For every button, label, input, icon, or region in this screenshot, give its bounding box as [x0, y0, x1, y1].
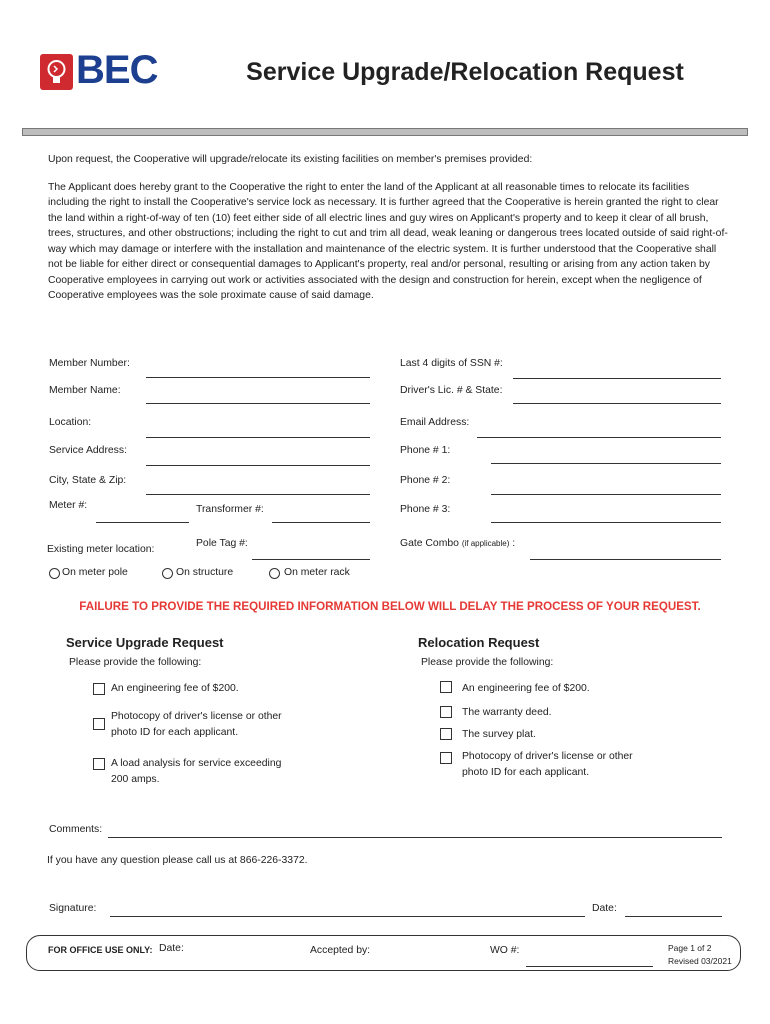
office-use-label: FOR OFFICE USE ONLY:: [48, 945, 153, 955]
intro-paragraph-1: Upon request, the Cooperative will upgrade/relocate its existing facilities on member's premises provided:: [48, 154, 533, 165]
upgrade-load-analysis-label: [111, 756, 281, 787]
radio-on-meter-pole-label: On meter pole: [62, 567, 128, 578]
page-number: Page 1 of 2: [668, 943, 712, 953]
required-info-warning: FAILURE TO PROVIDE THE REQUIRED INFORMATION BELOW WILL DELAY THE PROCESS OF YOUR REQUEST.: [79, 600, 701, 613]
relocation-warranty-deed-label: The warranty deed.: [462, 707, 552, 718]
radio-on-meter-pole[interactable]: [49, 568, 60, 579]
gate-combo-note: (if applicable): [461, 539, 510, 548]
member-name-field[interactable]: [146, 403, 370, 404]
service-address-field[interactable]: [146, 465, 370, 466]
comments-label: Comments:: [49, 824, 103, 835]
email-label: Email Address:: [400, 417, 470, 428]
gate-combo-field[interactable]: [530, 559, 721, 560]
existing-meter-location-label: Existing meter location:: [47, 544, 155, 555]
city-state-zip-label: City, State & Zip:: [49, 475, 127, 486]
lightbulb-icon: [40, 54, 73, 90]
upgrade-license-copy-label: [111, 709, 282, 740]
relocation-engineering-fee-checkbox[interactable]: [440, 681, 452, 693]
signature-field[interactable]: [110, 916, 585, 917]
signature-label: Signature:: [49, 903, 97, 914]
work-order-field[interactable]: [526, 966, 653, 967]
drivers-license-field[interactable]: [513, 403, 721, 404]
upgrade-license-copy-line-1: Photocopy of driver's license or other: [111, 711, 282, 722]
meter-label: Meter #:: [49, 500, 88, 511]
radio-on-meter-rack-label: On meter rack: [284, 567, 350, 578]
relocation-license-copy-line-1: Photocopy of driver's license or other: [462, 751, 633, 762]
upgrade-engineering-fee-label: An engineering fee of $200.: [111, 683, 239, 694]
pole-tag-label: Pole Tag #:: [196, 538, 248, 549]
location-label: Location:: [49, 417, 92, 428]
phone-3-label: Phone # 3:: [400, 504, 451, 515]
transformer-label: Transformer #:: [196, 504, 264, 515]
gate-combo-text: Gate Combo: [400, 538, 459, 549]
relocation-subtitle: Please provide the following:: [421, 657, 554, 668]
upgrade-load-analysis-line-2: 200 amps.: [111, 773, 160, 785]
meter-field[interactable]: [96, 522, 189, 523]
phone-2-label: Phone # 2:: [400, 475, 451, 486]
transformer-field[interactable]: [272, 522, 370, 523]
radio-on-structure-label: On structure: [176, 567, 234, 578]
upgrade-engineering-fee-checkbox[interactable]: [93, 683, 105, 695]
accepted-by-label: Accepted by:: [310, 945, 371, 956]
upgrade-load-analysis-checkbox[interactable]: [93, 758, 105, 770]
member-number-field[interactable]: [146, 377, 370, 378]
pole-tag-field[interactable]: [252, 559, 370, 560]
email-field[interactable]: [477, 437, 721, 438]
phone-1-field[interactable]: [491, 463, 721, 464]
upgrade-license-copy-line-2: photo ID for each applicant.: [111, 726, 239, 738]
city-state-zip-field[interactable]: [146, 494, 370, 495]
service-upgrade-heading: Service Upgrade Request: [66, 635, 224, 650]
gate-combo-label: [400, 538, 515, 549]
relocation-survey-plat-checkbox[interactable]: [440, 728, 452, 740]
radio-on-structure[interactable]: [162, 568, 173, 579]
relocation-license-copy-checkbox[interactable]: [440, 752, 452, 764]
upgrade-load-analysis-line-1: A load analysis for service exceeding: [111, 758, 282, 769]
phone-1-label: Phone # 1:: [400, 445, 451, 456]
comments-field[interactable]: [108, 837, 722, 838]
ssn-field[interactable]: [513, 378, 721, 379]
work-order-label: WO #:: [490, 945, 520, 956]
relocation-license-copy-label: [462, 749, 633, 780]
relocation-heading: Relocation Request: [418, 635, 540, 650]
logo-text: BEC: [76, 48, 158, 92]
phone-2-field[interactable]: [491, 494, 721, 495]
drivers-license-label: Driver's Lic. # & State:: [400, 385, 503, 396]
radio-on-meter-rack[interactable]: [269, 568, 280, 579]
intro-text: [48, 152, 728, 316]
page-title: Service Upgrade/Relocation Request: [246, 58, 684, 86]
gate-combo-colon: :: [512, 538, 516, 549]
contact-question-text: If you have any question please call us at 866-226-3372.: [47, 855, 308, 866]
intro-paragraph-2: The Applicant does hereby grant to the Cooperative the right to enter the land of the Applicant at all reasonable times to relocate its facilities including the right to install the Cooperative's service lock as necessary. It is further agreed that the Cooperative is herein granted the right to clear the land within a right-of-way of ten (10) feet either side of all electric lines and guy wires on Applicant's property and to keep it clear of all brush, trees, structures, and other obstructions; including the right to cut and trim all dead, weak leaning or dangerous trees located outside of said right-of-way which may damage or interfere with the installation and maintenance of the electric system. It is further understood that the Cooperative shall not be liable for either direct or consequential damages to Applicant's property, real and/or personal, resulting or arising from any action taken by Cooperative employees in carrying out work or activities associated with the design and construction for herein, except when the negligence of Cooperative employees was the sole proximate cause of said damage.: [48, 181, 728, 301]
header-divider: [22, 128, 748, 136]
office-date-label: Date:: [159, 943, 184, 954]
member-name-label: Member Name:: [49, 385, 121, 396]
ssn-label: Last 4 digits of SSN #:: [400, 358, 503, 369]
service-upgrade-subtitle: Please provide the following:: [69, 657, 202, 668]
date-label: Date:: [592, 903, 617, 914]
phone-3-field[interactable]: [491, 522, 721, 523]
service-address-label: Service Address:: [49, 445, 127, 456]
relocation-engineering-fee-label: An engineering fee of $200.: [462, 683, 590, 694]
bec-logo: [40, 48, 158, 92]
relocation-survey-plat-label: The survey plat.: [462, 729, 536, 740]
upgrade-license-copy-checkbox[interactable]: [93, 718, 105, 730]
relocation-license-copy-line-2: photo ID for each applicant.: [462, 766, 590, 778]
location-field[interactable]: [146, 437, 370, 438]
date-field[interactable]: [625, 916, 722, 917]
revision-date: Revised 03/2021: [668, 956, 732, 966]
relocation-warranty-deed-checkbox[interactable]: [440, 706, 452, 718]
member-number-label: Member Number:: [49, 358, 130, 369]
